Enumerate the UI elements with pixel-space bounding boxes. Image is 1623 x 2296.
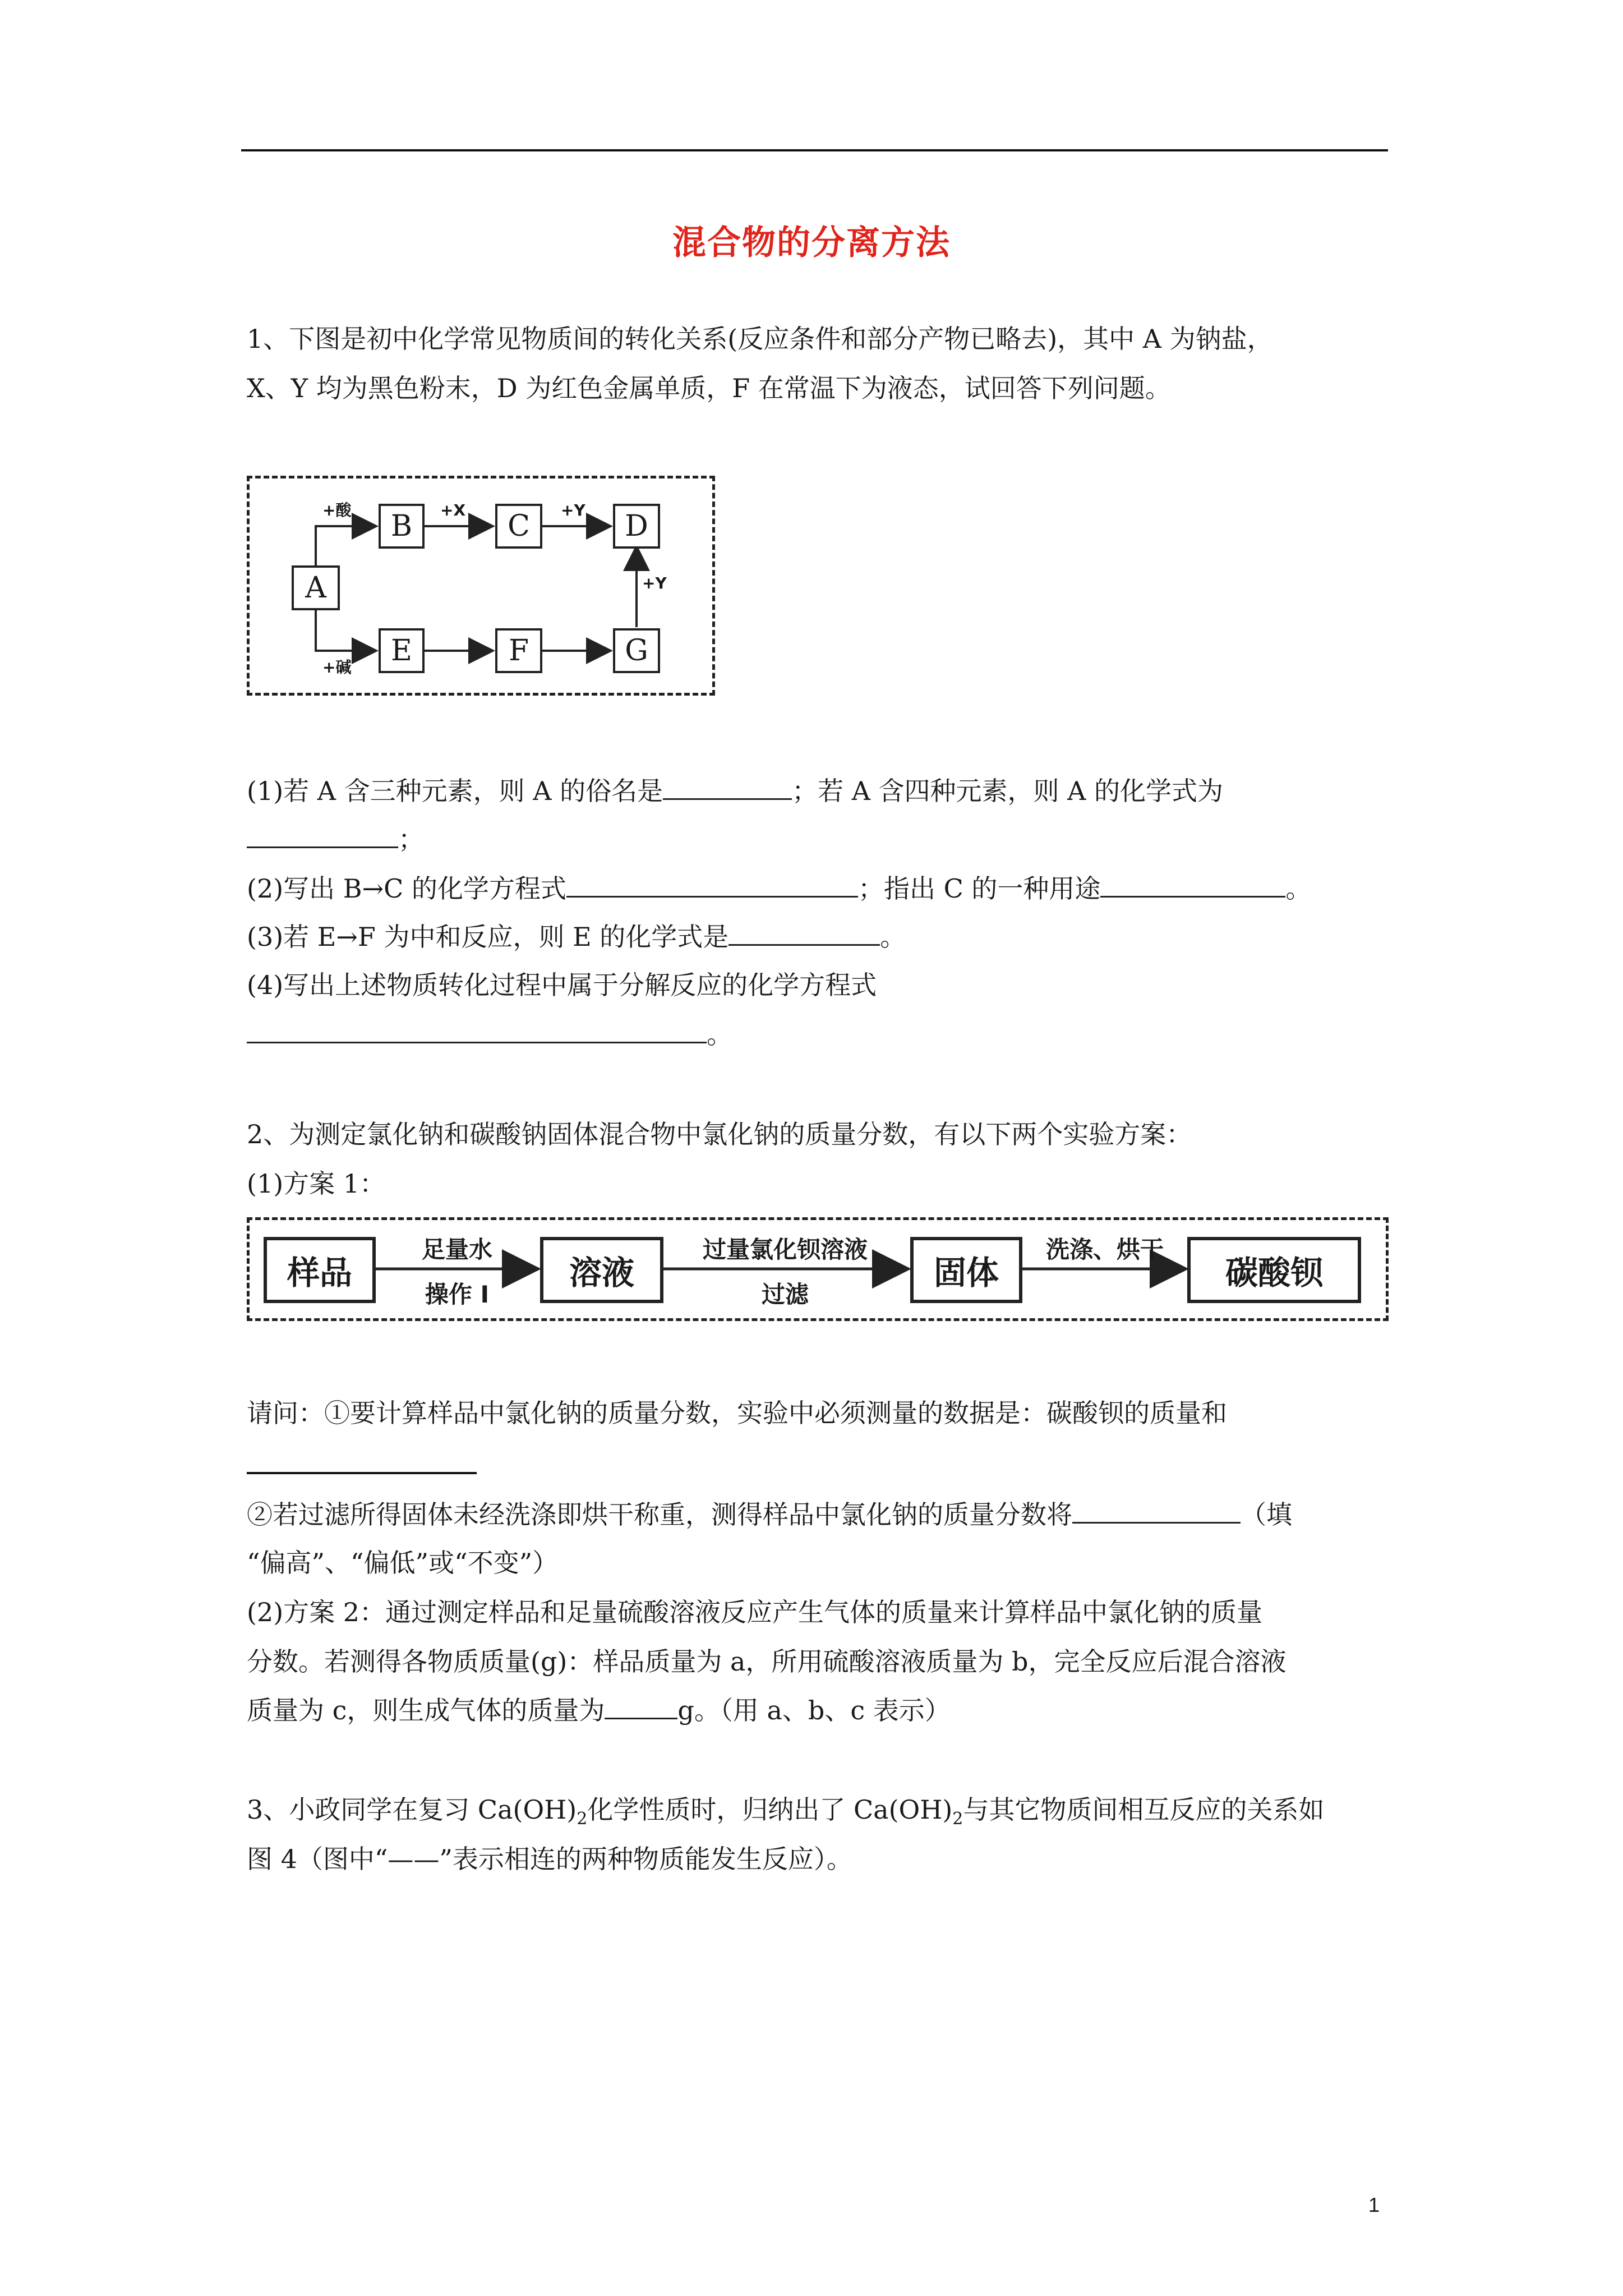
flow-box-solution: 溶液	[540, 1237, 663, 1303]
q1-part4: (4)写出上述物质转化过程中属于分解反应的化学方程式	[247, 970, 877, 1000]
answer-blank[interactable]	[566, 873, 858, 898]
label-y2: +Y	[642, 574, 667, 592]
q2-plan2-line2: 分数。若测得各物质质量(g)：样品质量为 a，所用硫酸溶液质量为 b，完全反应后混合溶液	[247, 1646, 1287, 1677]
label-base: +碱	[322, 658, 352, 677]
q1-part2: (2)写出 B→C 的化学方程式 ；指出 C 的一种用途 。	[247, 873, 1312, 904]
arrow3-top-label: 洗涤、烘干	[1045, 1236, 1164, 1263]
node-c: C	[495, 504, 542, 549]
answer-blank[interactable]	[1072, 1499, 1241, 1524]
arrow1-bottom-label: 操作 I	[425, 1281, 490, 1308]
q2-ask2-cont: “偏高”、“偏低”或“不变”）	[247, 1548, 559, 1578]
answer-blank[interactable]	[605, 1695, 677, 1719]
arrow2-top-label: 过量氯化钡溶液	[702, 1236, 868, 1263]
q2-ask: 请问：①要计算样品中氯化钠的质量分数，实验中必须测量的数据是：碳酸钡的质量和	[247, 1398, 1227, 1428]
q1-line2: X、Y 均为黑色粉末，D 为红色金属单质，F 在常温下为液态，试回答下列问题。	[247, 373, 1171, 403]
q2-plan1: (1)方案 1：	[247, 1168, 386, 1199]
answer-blank[interactable]	[728, 922, 880, 946]
answer-blank[interactable]	[247, 1019, 707, 1043]
arrow1-top-label: 足量水	[421, 1236, 492, 1263]
flow-box-solid: 固体	[910, 1237, 1022, 1303]
q3-line2: 图 4（图中“——”表示相连的两种物质能发生反应）。	[247, 1844, 852, 1874]
q1-part4-answer: 。	[247, 1010, 732, 1059]
answer-blank[interactable]	[663, 776, 792, 800]
page-title: 混合物的分离方法	[672, 223, 951, 263]
label-x: +X	[440, 501, 466, 519]
answer-blank[interactable]	[1100, 873, 1285, 898]
arrow2-bottom-label: 过滤	[761, 1281, 809, 1308]
label-y1: +Y	[561, 501, 585, 519]
q1-part1-cont: ；	[247, 815, 424, 864]
page-number: 1	[1368, 2193, 1380, 2216]
node-d: D	[613, 504, 660, 549]
label-acid: +酸	[322, 501, 352, 519]
flow-box-sample: 样品	[264, 1237, 376, 1303]
node-f: F	[495, 628, 542, 673]
node-a: A	[292, 565, 340, 610]
q3-line1: 3、小政同学在复习 $Ca(OH)_2$化学性质时，归纳出了 $Ca(OH)_2$与其它物质间相互反应的关系如	[247, 1795, 1325, 1829]
answer-blank[interactable]	[247, 824, 398, 848]
node-b: B	[379, 504, 425, 549]
q1-reaction-diagram	[247, 476, 715, 696]
answer-blank[interactable]	[247, 1472, 477, 1474]
header-rule	[241, 149, 1388, 151]
q2-flow-diagram	[247, 1217, 1389, 1321]
q2-line1: 2、为测定氯化钠和碳酸钠固体混合物中氯化钠的质量分数，有以下两个实验方案：	[247, 1119, 1192, 1149]
q1-line1: 1、下图是初中化学常见物质间的转化关系(反应条件和部分产物已略去)，其中 A 为钠盐，	[247, 324, 1273, 354]
q2-ask2: ②若过滤所得固体未经洗涤即烘干称重，测得样品中氯化钠的质量分数将 （填	[247, 1499, 1292, 1530]
node-g: G	[613, 628, 660, 673]
q1-part3: (3)若 E→F 为中和反应，则 E 的化学式是 。	[247, 922, 906, 952]
flow-box-barium-carbonate: 碳酸钡	[1187, 1237, 1361, 1303]
node-e: E	[379, 628, 425, 673]
q2-plan2-line3: 质量为 c，则生成气体的质量为 g。（用 a、b、c 表示）	[247, 1695, 951, 1726]
q2-plan2-line1: (2)方案 2：通过测定样品和足量硫酸溶液反应产生气体的质量来计算样品中氯化钠的质量	[247, 1597, 1263, 1627]
q1-part1: (1)若 A 含三种元素，则 A 的俗名是 ；若 A 含四种元素，则 A 的化学式为	[247, 776, 1224, 806]
